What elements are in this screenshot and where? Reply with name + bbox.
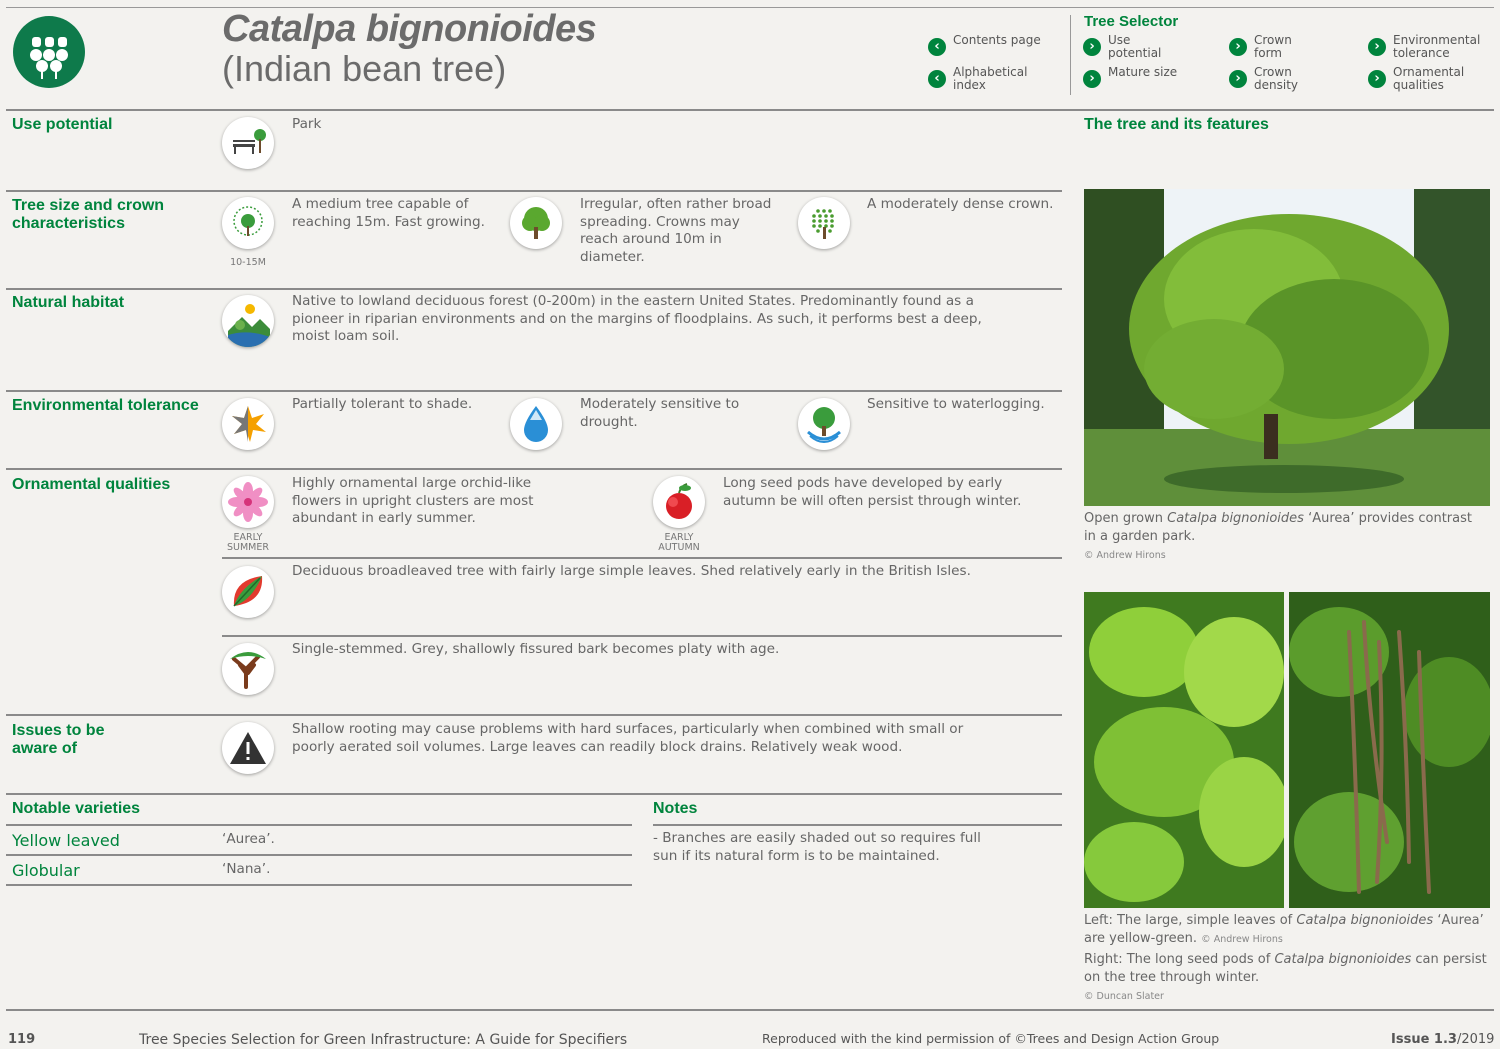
leaves-text: Deciduous broadleaved tree with fairly large simple leaves. Shed relatively early in the British Isles. (292, 563, 971, 579)
selector-label: Crown density (1254, 65, 1298, 92)
bark-text: Single-stemmed. Grey, shallowly fissured bark becomes platy with age. (292, 641, 780, 657)
tree-size-text: A medium tree capable of reaching 15m. Fast growing. (292, 196, 485, 230)
seed-pods-photo (1289, 592, 1490, 908)
chevron-right-icon: › (1083, 70, 1101, 88)
variety-value: ‘Nana’. (222, 861, 271, 877)
notes-text: - Branches are easily shaded out so requires full sun if its natural form is to be maintained. (653, 830, 981, 864)
photo3-caption-pre: Right: The long seed pods of (1084, 952, 1275, 967)
shade-tolerance-icon (222, 398, 274, 450)
crown-density-text: A moderately dense crown. (867, 196, 1054, 212)
leaf-icon (222, 566, 274, 618)
crown-form-text: Irregular, often rather broad spreading. Crowns may reach around 10m in diameter. (580, 196, 772, 265)
selector-ornamental-qualities[interactable] (1368, 66, 1493, 92)
section-title-environmental-tolerance: Environmental tolerance (12, 397, 199, 414)
section-rule (6, 190, 1062, 192)
flowers-caption: EARLY SUMMER (227, 532, 269, 553)
drought-text: Moderately sensitive to drought. (580, 396, 740, 430)
photo2-caption-latin: Catalpa bignonioides (1296, 913, 1434, 928)
section-title-tree-size: Tree size and crown characteristics (12, 197, 165, 232)
chevron-left-icon: ‹ (928, 38, 946, 56)
variety-value: ‘Aurea’. (222, 831, 275, 847)
section-title-notable-varieties: Notable varieties (12, 800, 141, 817)
varieties-rule (6, 824, 632, 826)
chevron-right-icon: › (1083, 38, 1101, 56)
variety-name: Globular (12, 861, 80, 880)
leaves-photo (1084, 592, 1284, 908)
photo2-credit: © Andrew Hirons (1201, 934, 1283, 945)
variety-name: Yellow leaved (12, 831, 120, 850)
fruit-caption: EARLY AUTUMN (658, 532, 700, 553)
selector-crown-density[interactable] (1229, 66, 1314, 92)
crown-form-icon (510, 197, 562, 249)
page-subtitle: (Indian bean tree) (222, 48, 507, 89)
page-number: 119 (8, 1032, 36, 1047)
header-divider (1070, 15, 1071, 95)
bark-icon (222, 643, 274, 695)
logo-icon (12, 15, 86, 89)
issue-number: Issue 1.3 (1391, 1032, 1457, 1047)
fruit-text: Long seed pods have developed by early autumn be will often persist through winter. (723, 475, 1022, 509)
warning-icon (222, 722, 274, 774)
section-rule (222, 635, 1062, 637)
varieties-rule (6, 854, 632, 856)
right-panel-title: The tree and its features (1084, 116, 1269, 133)
flowers-text: Highly ornamental large orchid-like flowers in upright clusters are most abundant in early summer. (292, 475, 534, 526)
tree-selector-title: Tree Selector (1084, 13, 1179, 30)
photo3-caption-latin: Catalpa bignonioides (1274, 952, 1412, 967)
nav-label: Contents page (953, 33, 1041, 47)
selector-label: Environmental tolerance (1393, 33, 1481, 60)
section-rule (6, 468, 1062, 470)
nav-contents-page[interactable] (928, 34, 1053, 56)
footer-rule (6, 1009, 1494, 1011)
selector-label: Ornamental qualities (1393, 65, 1465, 92)
section-rule (222, 557, 1062, 559)
photo1-caption-pre: Open grown (1084, 511, 1168, 526)
chevron-right-icon: › (1229, 70, 1247, 88)
selector-crown-form[interactable] (1229, 34, 1314, 60)
photo3-caption-post: can persist on the tree through winter. (1084, 952, 1487, 985)
fruit-icon (653, 476, 705, 528)
permission-notice: Reproduced with the kind permission of ©Trees and Design Action Group (762, 1031, 1220, 1046)
park-bench-icon (222, 117, 274, 169)
use-potential-text: Park (292, 116, 322, 132)
chevron-right-icon: › (1368, 70, 1386, 88)
issues-text: Shallow rooting may cause problems with hard surfaces, particularly when combined with small or poorly aerated soil volumes. Large leaves can readily block drains. Relatively weak wood. (292, 721, 964, 755)
selector-label: Mature size (1108, 65, 1178, 79)
crown-density-icon (798, 197, 850, 249)
photo3-credit: © Duncan Slater (1084, 991, 1164, 1002)
header-rule (6, 109, 1494, 111)
selector-use-potential[interactable] (1083, 34, 1178, 60)
photo2-caption (1084, 912, 1490, 949)
photo2-caption-post: ‘Aurea’ are yellow-green. (1084, 913, 1484, 946)
section-title-issues: Issues to be aware of (12, 722, 105, 757)
section-title-ornamental-qualities: Ornamental qualities (12, 476, 171, 493)
chevron-left-icon: ‹ (928, 70, 946, 88)
waterlogging-icon (798, 398, 850, 450)
photo3-caption (1084, 951, 1490, 1006)
notes-rule (653, 824, 1062, 826)
natural-habitat-icon (222, 295, 274, 347)
natural-habitat-text: Native to lowland deciduous forest (0-200m) in the eastern United States. Predominantly found as a pioneer in riparian environments and on the margins of floodplains. As such, it performs best a deep, moist loam soil. (292, 293, 982, 344)
varieties-rule (6, 884, 632, 886)
selector-label: Crown form (1254, 33, 1292, 60)
selector-label: Use potential (1108, 33, 1162, 60)
chevron-right-icon: › (1368, 38, 1386, 56)
drought-icon (510, 398, 562, 450)
section-title-notes: Notes (653, 800, 698, 817)
nav-alphabetical-index[interactable] (928, 66, 1053, 92)
tree-photo (1084, 189, 1490, 506)
section-rule (6, 390, 1062, 392)
issue-year: /2019 (1456, 1032, 1495, 1047)
nav-label: Alphabetical index (953, 65, 1028, 92)
guide-title: Tree Species Selection for Green Infrastructure: A Guide for Specifiers (139, 1032, 628, 1048)
section-rule (6, 288, 1062, 290)
mature-size-icon (222, 197, 274, 249)
shade-tolerance-text: Partially tolerant to shade. (292, 396, 473, 412)
page-title: Catalpa bignonioides (222, 8, 597, 50)
waterlogging-text: Sensitive to waterlogging. (867, 396, 1045, 412)
section-title-natural-habitat: Natural habitat (12, 294, 125, 311)
issue-label (1391, 1032, 1494, 1047)
selector-environmental-tolerance[interactable] (1368, 34, 1493, 60)
section-rule (6, 793, 1062, 795)
photo2-caption-pre: Left: The large, simple leaves of (1084, 913, 1297, 928)
flower-icon (222, 476, 274, 528)
selector-mature-size[interactable] (1083, 66, 1178, 88)
photo1-caption-latin: Catalpa bignonioides (1167, 511, 1304, 526)
section-title-use-potential: Use potential (12, 116, 113, 133)
size-caption: 10-15M (230, 257, 266, 268)
photo1-credit: © Andrew Hirons (1084, 550, 1166, 561)
chevron-right-icon: › (1229, 38, 1247, 56)
photo1-caption-post: ‘Aurea’ provides contrast in a garden park. (1084, 511, 1472, 544)
section-rule (6, 714, 1062, 716)
photo1-caption (1084, 510, 1484, 565)
